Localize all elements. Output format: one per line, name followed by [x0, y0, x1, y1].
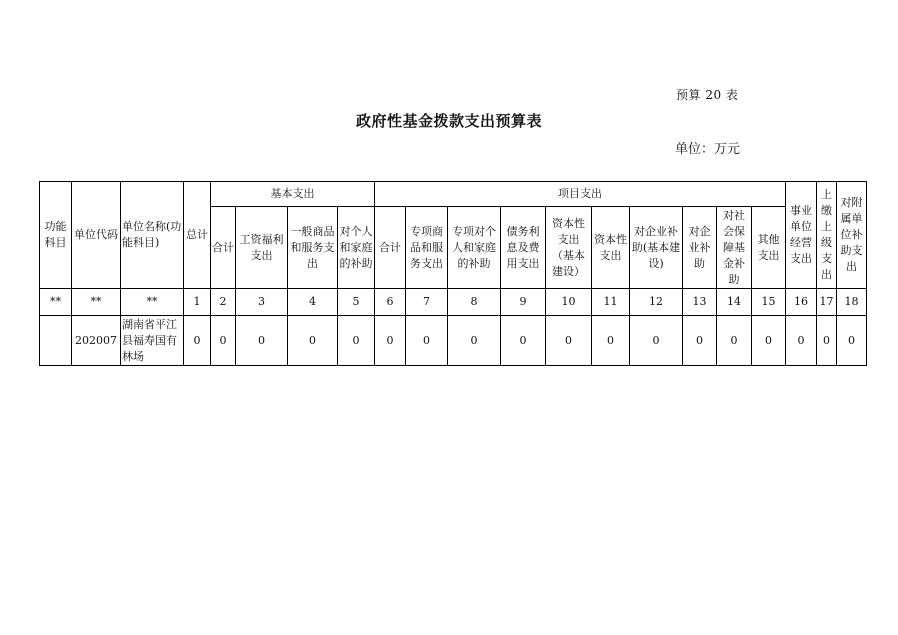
cell-value: 0 [211, 316, 236, 366]
numbering-row [40, 289, 867, 316]
form-number: 预算 20 表 [676, 88, 739, 102]
numbering-cell: 18 [837, 289, 867, 316]
header-project-group: 项目支出 [375, 182, 786, 207]
cell-value: 0 [546, 316, 592, 366]
header-project-capital-infra: 资本性支出（基本建设） [546, 207, 592, 289]
cell-value: 0 [717, 316, 752, 366]
numbering-cell: ** [72, 289, 121, 316]
cell-value: 0 [817, 316, 837, 366]
cell-value: 0 [448, 316, 501, 366]
numbering-cell: 14 [717, 289, 752, 316]
numbering-cell: 8 [448, 289, 501, 316]
header-basic-household: 对个人和家庭的补助 [338, 207, 375, 289]
numbering-cell: ** [121, 289, 184, 316]
header-project-social-security: 对社会保障基金补助 [717, 207, 752, 289]
header-unit-name: 单位名称(功能科目) [121, 182, 184, 289]
header-project-total: 合计 [375, 207, 406, 289]
header-unit-code: 单位代码 [72, 182, 121, 289]
numbering-cell: 15 [752, 289, 786, 316]
header-subsidy: 对附属单位补助支出 [837, 182, 867, 289]
cell-value: 0 [406, 316, 448, 366]
header-project-debt: 债务利息及费用支出 [501, 207, 546, 289]
numbering-cell: 5 [338, 289, 375, 316]
header-func-subject: 功能科目 [40, 182, 72, 289]
header-project-capital: 资本性支出 [592, 207, 630, 289]
header-basic-goods: 一般商品和服务支出 [288, 207, 338, 289]
numbering-cell: 13 [683, 289, 717, 316]
cell-value: 0 [752, 316, 786, 366]
numbering-cell: 17 [817, 289, 837, 316]
cell-value: 0 [375, 316, 406, 366]
cell-value: 0 [501, 316, 546, 366]
numbering-cell: 2 [211, 289, 236, 316]
numbering-cell: 6 [375, 289, 406, 316]
table-title: 政府性基金拨款支出预算表 [355, 112, 542, 130]
cell-unit-name: 湖南省平江县福寿国有林场 [121, 316, 184, 366]
header-business: 事业单位经营支出 [786, 182, 817, 289]
header-basic-group: 基本支出 [211, 182, 375, 207]
numbering-cell: 12 [630, 289, 683, 316]
numbering-cell: 7 [406, 289, 448, 316]
header-project-other: 其他支出 [752, 207, 786, 289]
cell-value: 0 [236, 316, 288, 366]
header-basic-wages: 工资福利支出 [236, 207, 288, 289]
header-row-groups [40, 182, 867, 207]
table-row [40, 316, 867, 366]
numbering-cell: ** [40, 289, 72, 316]
numbering-cell: 4 [288, 289, 338, 316]
budget-table [39, 181, 867, 366]
header-basic-total: 合计 [211, 207, 236, 289]
header-project-household: 专项对个人和家庭的补助 [448, 207, 501, 289]
cell-value: 0 [683, 316, 717, 366]
numbering-cell: 1 [184, 289, 211, 316]
header-project-enterprise: 对企业补助 [683, 207, 717, 289]
header-project-enterprise-infra: 对企业补助(基本建设) [630, 207, 683, 289]
numbering-cell: 9 [501, 289, 546, 316]
numbering-cell: 16 [786, 289, 817, 316]
header-project-goods: 专项商品和服务支出 [406, 207, 448, 289]
numbering-cell: 10 [546, 289, 592, 316]
cell-value: 0 [786, 316, 817, 366]
cell-value: 0 [837, 316, 867, 366]
cell-value: 0 [288, 316, 338, 366]
unit-label: 单位：万元 [675, 142, 741, 157]
cell-unit-code: 202007 [72, 316, 121, 366]
cell-value: 0 [630, 316, 683, 366]
cell-value: 0 [338, 316, 375, 366]
cell-value: 0 [592, 316, 630, 366]
header-total: 总计 [184, 182, 211, 289]
numbering-cell: 11 [592, 289, 630, 316]
header-remit: 上缴上级支出 [817, 182, 837, 289]
numbering-cell: 3 [236, 289, 288, 316]
cell-total: 0 [184, 316, 211, 366]
cell-func-subject [40, 316, 72, 366]
